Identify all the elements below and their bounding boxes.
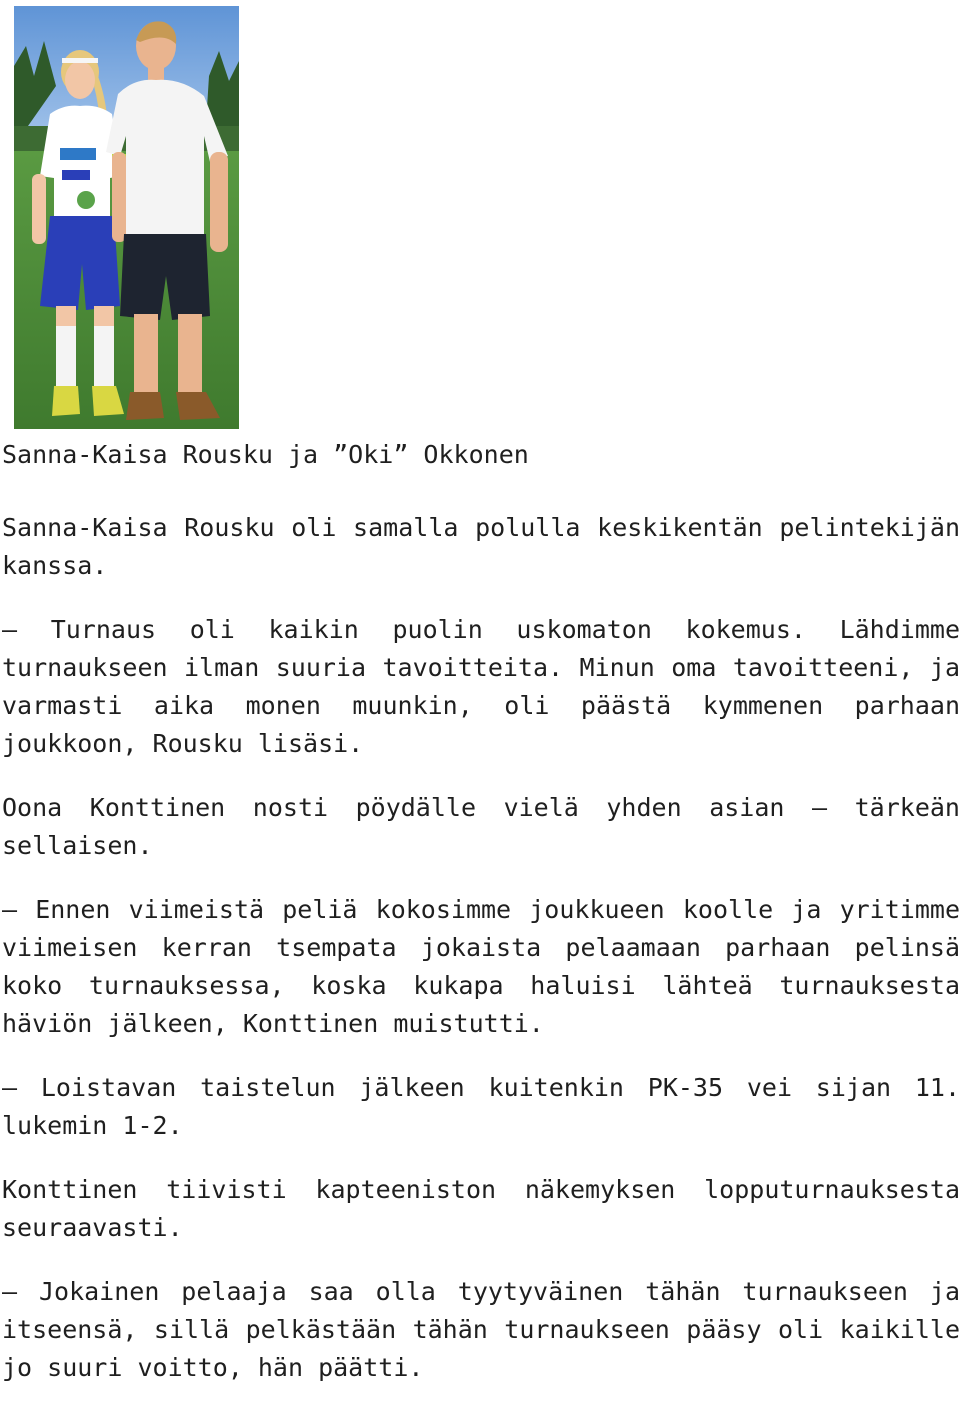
article-paragraph: – Jokainen pelaaja saa olla tyytyväinen tähän turnaukseen ja itseensä, sillä pelkästään tähän turnaukseen pääsy oli kaikille jo suuri voitto, hän päätti. [2,1277,960,1382]
article-photo [14,6,239,429]
article-paragraph: Oona Konttinen nosti pöydälle vielä yhden asian – tärkeän sellaisen. [2,793,960,860]
article-body [2,509,960,1413]
article-paragraph: Konttinen tiivisti kapteeniston näkemyksen lopputurnauksesta seuraavasti. [2,1175,960,1242]
article-paragraph: – Turnaus oli kaikin puolin uskomaton kokemus. Lähdimme turnaukseen ilman suuria tavoitteita. Minun oma tavoitteeni, ja varmasti aika monen muunkin, oli päästä kymmenen parhaan joukkoon, Rousku lisäsi. [2,615,960,758]
photo-caption: Sanna-Kaisa Rousku ja ”Oki” Okkonen [2,440,529,469]
article-paragraph: – Loistavan taistelun jälkeen kuitenkin PK-35 vei sijan 11. lukemin 1-2. [2,1073,960,1140]
article-paragraph: Sanna-Kaisa Rousku oli samalla polulla keskikentän pelintekijän kanssa. [2,513,960,580]
article-paragraph: – Ennen viimeistä peliä kokosimme joukkueen koolle ja yritimme viimeisen kerran tsempata jokaista pelaamaan parhaan pelinsä koko turnauksessa, koska kukapa haluisi lähteä turnauksesta häviön jälkeen, Konttinen muistutti. [2,895,960,1038]
